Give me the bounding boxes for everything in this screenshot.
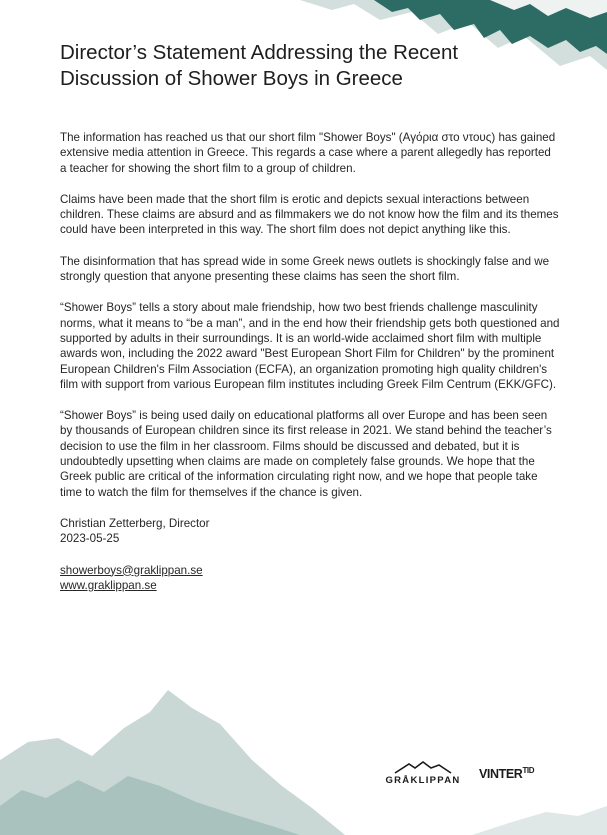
vintertid-wordmark: VINTER	[479, 767, 523, 781]
signature-name: Christian Zetterberg, Director	[60, 516, 210, 530]
paragraph-3: The disinformation that has spread wide in some Greek news outlets is shockingly false and we strongly question that anyone presenting these claims has seen the short film.	[60, 254, 550, 284]
paragraph-5: “Shower Boys” is being used daily on educational platforms all over Europe and has been seen by thousands of European children since its first release in 2021. We stand behind the teacher’s decision to use the film in her classroom. Films should be discussed and debated, but it is undoubtedly upsetting when claims are made on completely false grounds. We hope that the Greek public are critical of the information circulating right now, and we hope that people take time to watch the film for themselves if the chance is given.	[60, 409, 552, 499]
paragraph-2: Claims have been made that the short film is erotic and depicts sexual interactions between children. These claims are absurd and as filmmakers we do not know how the film and its themes could have been interpreted in this way. The short film does not depict anything like this.	[60, 192, 559, 237]
mountain-logo-icon	[393, 760, 453, 774]
signature-date: 2023-05-25	[60, 532, 120, 546]
website-link[interactable]: www.graklippan.se	[60, 578, 157, 592]
vintertid-superscript: TID	[522, 766, 535, 775]
paragraph-4: “Shower Boys” tells a story about male friendship, how two best friends challenge masculinity norms, what it means to “be a man”, and in the end how their friendship gets both questioned and supported by adults in their surroundings. It is an world-wide acclaimed short film with multiple awards won, including the 2022 award "Best European Short Film for Children" by the prominent European Children's Film Association (ECFA), an organization promoting high quality children's film with support from various European film institutes including Greek Film Centrum (EKK/GFC).	[60, 301, 560, 391]
vintertid-logo	[479, 767, 534, 781]
mountain-bottom-right	[472, 806, 607, 835]
statement-body	[60, 130, 560, 593]
graklippan-wordmark: GRÅKLIPPAN	[385, 775, 461, 786]
page-title: Director’s Statement Addressing the Recent Discussion of Shower Boys in Greece	[60, 41, 459, 90]
contact-block	[60, 563, 560, 594]
email-link[interactable]: showerboys@graklippan.se	[60, 563, 203, 577]
graklippan-logo	[382, 760, 464, 786]
paragraph-1: The information has reached us that our short film "Shower Boys" (Αγόρια στο ντους) has gained extensive media attention in Greece. This regards a case where a parent allegedly has reported a teacher for showing the short film to a group of children.	[60, 131, 556, 175]
signature-block	[60, 516, 560, 547]
